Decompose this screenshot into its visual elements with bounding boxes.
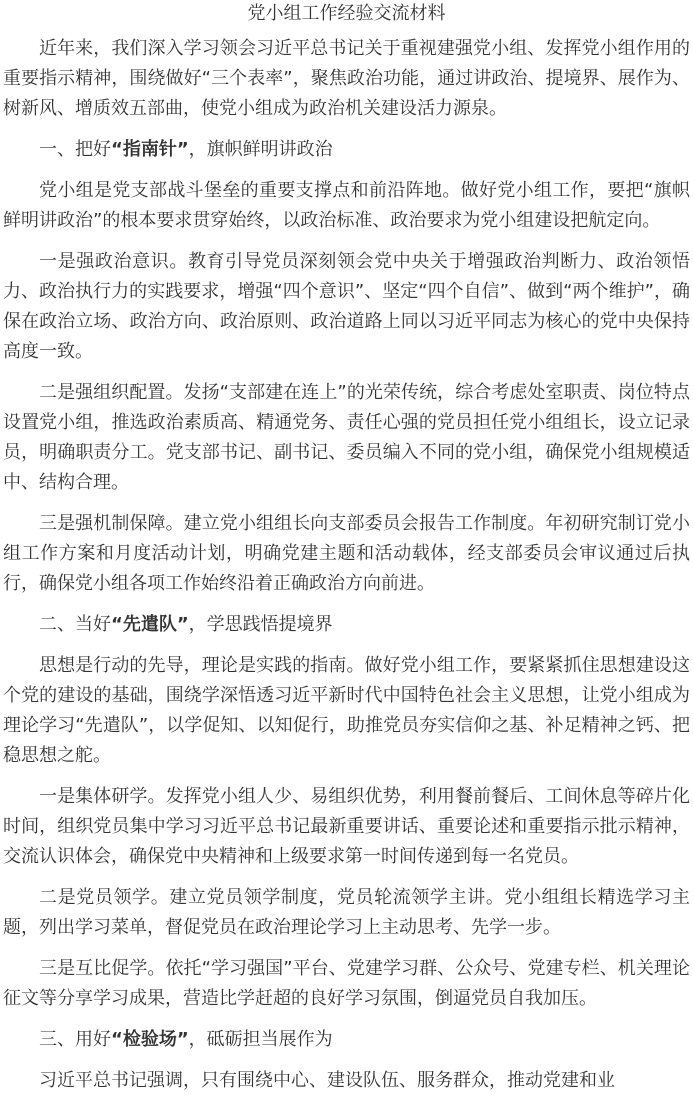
section-1-paragraph-4: 三是强机制保障。建立党小组组长向支部委员会报告工作制度。年初研究制订党小组工作方案和月度活动计划，明确党建主题和活动载体，经支部委员会审议通过后执行，确保党小组各项工作始终沿着正确政治方向前进。 — [3, 513, 690, 594]
section-3-paragraph-1: 习近平总书记强调，只有围绕中心、建设队伍、服务群众，推动党建和业 — [39, 1070, 615, 1091]
section-2-paragraph-4: 三是互比促学。依托“学习强国”平台、党建学习群、公众号、党建专栏、机关理论征文等分享学习成果，营造比学赶超的良好学习氛围，倒逼党员自我加压。 — [3, 958, 690, 1009]
intro-paragraph: 近年来，我们深入学习领会习近平总书记关于重视建强党小组、发挥党小组作用的重要指示精神，围绕做好“三个表率”，聚焦政治功能，通过讲政治、提境界、展作为、树新风、增质效五部曲，使党小组成为政治机关建设活力源泉。 — [3, 38, 690, 119]
section-2-paragraph-2: 一是集体研学。发挥党小组人少、易组织优势，利用餐前餐后、工间休息等碎片化时间，组织党员集中学习习近平总书记最新重要讲话、重要论述和重要指示批示精神，交流认识体会，确保党中央精神和上级要求第一时间传递到每一名党员。 — [3, 786, 690, 867]
section-2-prefix: 二、当好 — [39, 614, 111, 635]
section-3-emphasis: “检验场” — [111, 1029, 189, 1050]
document-title: 党小组工作经验交流材料 — [247, 3, 446, 24]
section-2-emphasis: “先遣队” — [111, 614, 189, 635]
section-2-paragraph-1: 思想是行动的先导，理论是实践的指南。做好党小组工作，要紧紧抓住思想建设这个党的建设的基础，围绕学深悟透习近平新时代中国特色社会主义思想，让党小组成为理论学习“先遣队”，以学促知、以知促行，助推党员夯实信仰之基、补足精神之钙、把稳思想之舵。 — [3, 655, 690, 766]
section-1-emphasis: “指南针” — [111, 139, 189, 160]
section-2-heading — [3, 610, 690, 640]
section-1-paragraph-3: 二是强组织配置。发扬“支部建在连上”的光荣传统，综合考虑处室职责、岗位特点设置党小组，推选政治素质高、精通党务、责任心强的党员担任党小组组长，设立记录员，明确职责分工。党支部书记、副书记、委员编入不同的党小组，确保党小组规模适中、结构合理。 — [3, 382, 690, 493]
section-3-heading — [3, 1025, 690, 1055]
section-1-paragraph-1: 党小组是党支部战斗堡垒的重要支撑点和前沿阵地。做好党小组工作，要把“旗帜鲜明讲政治”的根本要求贯穿始终，以政治标准、政治要求为党小组建设把航定向。 — [3, 180, 690, 231]
section-2-suffix: ，学思践悟提境界 — [188, 614, 333, 635]
section-1-paragraph-2: 一是强政治意识。教育引导党员深刻领会党中央关于增强政治判断力、政治领悟力、政治执行力的实践要求，增强“四个意识”、坚定“四个自信”、做到“两个维护”，确保在政治立场、政治方向、政治原则、政治道路上同以习近平同志为核心的党中央保持高度一致。 — [3, 251, 690, 362]
section-1-heading — [3, 135, 690, 165]
section-3-prefix: 三、用好 — [39, 1029, 111, 1050]
section-1-suffix: ，旗帜鲜明讲政治 — [188, 139, 333, 160]
section-2-paragraph-3: 二是党员领学。建立党员领学制度，党员轮流领学主讲。党小组组长精选学习主题，列出学习菜单，督促党员在政治理论学习上主动思考、先学一步。 — [3, 887, 690, 938]
section-1-prefix: 一、把好 — [39, 139, 111, 160]
section-3-suffix: ，砥砺担当展作为 — [188, 1029, 333, 1050]
